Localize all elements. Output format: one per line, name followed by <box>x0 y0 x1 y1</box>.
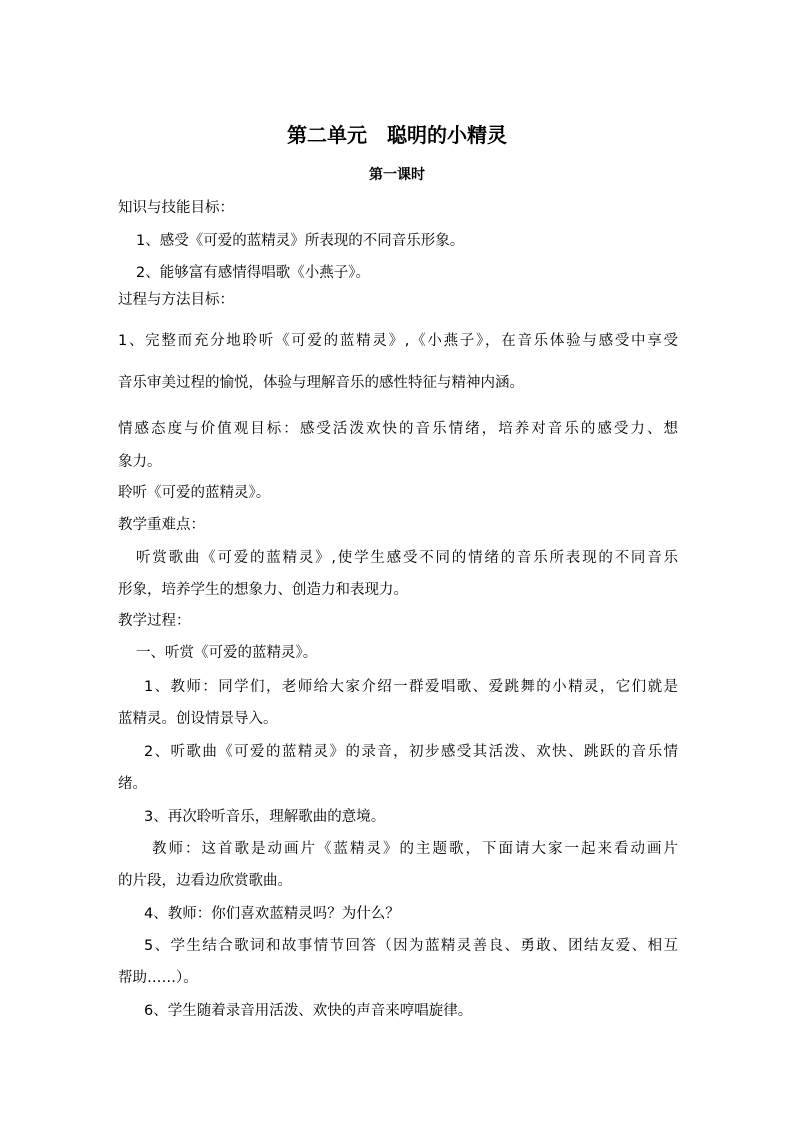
list-item: 6、学生随着录音用活泼、欢快的声音来哼唱旋律。 <box>144 1003 473 1019</box>
list-item: 2、听歌曲《可爱的蓝精灵》的录音，初步感受其活泼、欢快、跳跃的音乐情 <box>144 744 678 760</box>
paragraph-line: 帮助……）。 <box>118 970 198 986</box>
list-item: 3、再次聆听音乐，理解歌曲的意境。 <box>144 809 386 825</box>
paragraph-line: 教师：这首歌是动画片《蓝精灵》的主题歌，下面请大家一起来看动画片 <box>152 841 678 857</box>
section-heading-difficulty: 教学重难点： <box>118 517 205 533</box>
section-heading-emotion: 情感态度与价值观目标：感受活泼欢快的音乐情绪，培养对音乐的感受力、想 <box>118 421 678 437</box>
paragraph-line: 聆听《可爱的蓝精灵》。 <box>118 485 271 501</box>
paragraph-line: 1、完整而充分地聆听《可爱的蓝精灵》,《小燕子》，在音乐体验与感受中享受 <box>118 333 678 349</box>
list-item: 2、能够富有感情得唱歌《小燕子》。 <box>136 265 370 281</box>
list-item: 1、教师：同学们，老师给大家介绍一群爱唱歌、爱跳舞的小精灵，它们就是 <box>144 679 678 695</box>
paragraph-line: 象力。 <box>118 454 162 470</box>
subsection-heading: 一、听赏《可爱的蓝精灵》。 <box>136 645 318 661</box>
paragraph-line: 听赏歌曲《可爱的蓝精灵》,使学生感受不同的情绪的音乐所表现的不同音乐 <box>136 550 678 566</box>
section-heading-teaching-process: 教学过程： <box>118 613 191 629</box>
paragraph-line: 的片段，边看边欣赏歌曲。 <box>118 873 292 889</box>
paragraph-line: 音乐审美过程的愉悦，体验与理解音乐的感性特征与精神内涵。 <box>118 375 524 391</box>
paragraph-line: 绪。 <box>118 776 147 792</box>
list-item: 5、学生结合歌词和故事情节回答（因为蓝精灵善良、勇敢、团结友爱、相互 <box>144 938 678 954</box>
section-heading-knowledge: 知识与技能目标： <box>118 200 234 216</box>
paragraph-line: 形象，培养学生的想象力、创造力和表现力。 <box>118 582 408 598</box>
section-heading-process: 过程与方法目标： <box>118 292 234 308</box>
list-item: 4、教师：你们喜欢蓝精灵吗？为什么？ <box>144 906 400 922</box>
page-title: 第二单元 聪明的小精灵 <box>287 123 507 147</box>
list-item: 1、感受《可爱的蓝精灵》所表现的不同音乐形象。 <box>136 233 465 249</box>
paragraph-line: 蓝精灵。创设情景导入。 <box>118 711 278 727</box>
lesson-subtitle: 第一课时 <box>369 167 425 183</box>
